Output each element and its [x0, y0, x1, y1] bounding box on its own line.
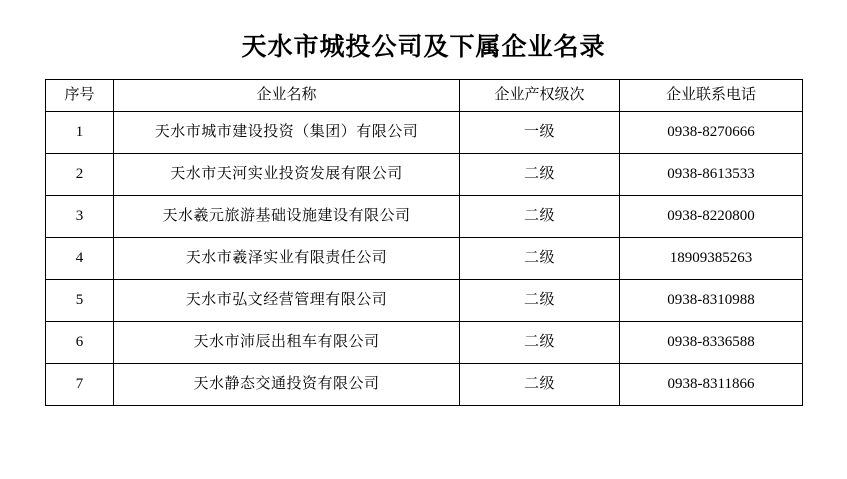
cell-index: 3: [46, 196, 114, 238]
table-row: [46, 238, 803, 280]
cell-phone: 18909385263: [620, 238, 803, 280]
cell-ownership-level: 二级: [460, 238, 620, 280]
table-row: [46, 364, 803, 406]
cell-company-name: 天水静态交通投资有限公司: [114, 364, 460, 406]
table-header-row: [46, 80, 803, 112]
table-body: [46, 112, 803, 406]
cell-index: 6: [46, 322, 114, 364]
cell-phone: 0938-8613533: [620, 154, 803, 196]
cell-ownership-level: 一级: [460, 112, 620, 154]
table-row: [46, 154, 803, 196]
cell-ownership-level: 二级: [460, 280, 620, 322]
cell-company-name: 天水市天河实业投资发展有限公司: [114, 154, 460, 196]
table-row: [46, 322, 803, 364]
table-header: [46, 80, 803, 112]
cell-company-name: 天水市弘文经营管理有限公司: [114, 280, 460, 322]
cell-ownership-level: 二级: [460, 322, 620, 364]
cell-index: 4: [46, 238, 114, 280]
company-directory-table: [45, 79, 803, 406]
cell-phone: 0938-8310988: [620, 280, 803, 322]
cell-ownership-level: 二级: [460, 196, 620, 238]
cell-phone: 0938-8311866: [620, 364, 803, 406]
cell-company-name: 天水羲元旅游基础设施建设有限公司: [114, 196, 460, 238]
table-row: [46, 196, 803, 238]
cell-index: 5: [46, 280, 114, 322]
column-header-level: 企业产权级次: [460, 80, 620, 112]
table-row: [46, 112, 803, 154]
cell-phone: 0938-8336588: [620, 322, 803, 364]
column-header-phone: 企业联系电话: [620, 80, 803, 112]
cell-index: 1: [46, 112, 114, 154]
page-title: 天水市城投公司及下属企业名录: [241, 34, 606, 61]
cell-company-name: 天水市沛辰出租车有限公司: [114, 322, 460, 364]
cell-company-name: 天水市城市建设投资（集团）有限公司: [114, 112, 460, 154]
cell-index: 2: [46, 154, 114, 196]
column-header-name: 企业名称: [114, 80, 460, 112]
cell-ownership-level: 二级: [460, 154, 620, 196]
column-header-index: 序号: [46, 80, 114, 112]
cell-index: 7: [46, 364, 114, 406]
cell-phone: 0938-8220800: [620, 196, 803, 238]
cell-phone: 0938-8270666: [620, 112, 803, 154]
cell-ownership-level: 二级: [460, 364, 620, 406]
table-container: [0, 79, 847, 406]
table-row: [46, 280, 803, 322]
cell-company-name: 天水市羲泽实业有限责任公司: [114, 238, 460, 280]
